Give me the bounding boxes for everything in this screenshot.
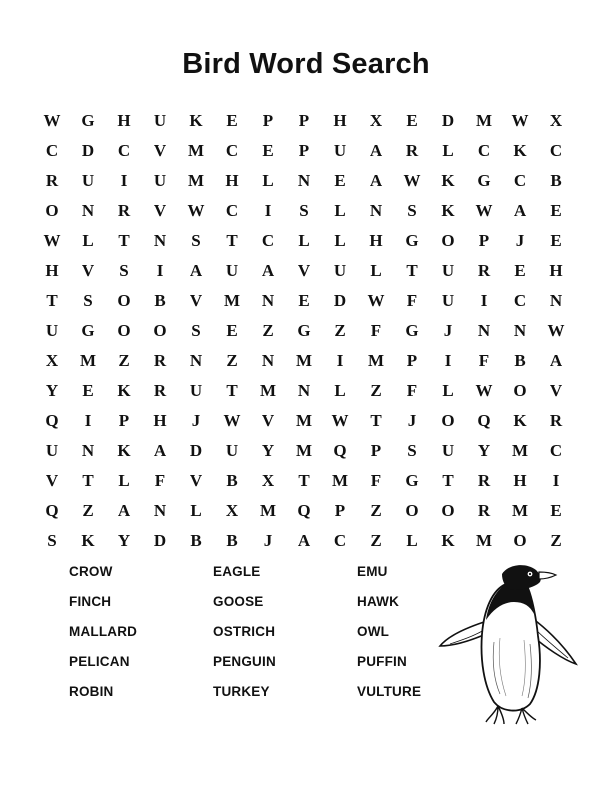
grid-letter[interactable]: Z [82, 501, 94, 520]
grid-letter[interactable]: Q [333, 441, 347, 460]
grid-letter[interactable]: H [513, 471, 527, 490]
grid-letter[interactable]: S [191, 231, 201, 250]
grid-letter[interactable]: M [223, 291, 241, 310]
grid-letter[interactable]: Q [477, 411, 491, 430]
grid-letter[interactable]: J [191, 411, 201, 430]
grid-letter[interactable]: U [45, 321, 59, 340]
grid-letter[interactable]: T [370, 411, 382, 430]
grid-letter[interactable]: P [298, 141, 310, 160]
grid-letter[interactable]: M [187, 171, 205, 190]
grid-letter[interactable]: M [295, 441, 313, 460]
grid-letter[interactable]: V [153, 141, 167, 160]
grid-letter[interactable]: V [297, 261, 311, 280]
grid-letter[interactable]: L [298, 231, 310, 250]
grid-letter[interactable]: T [82, 471, 94, 490]
grid-letter[interactable]: N [369, 201, 383, 220]
grid-letter[interactable]: I [156, 261, 164, 280]
grid-letter[interactable]: C [261, 231, 275, 250]
grid-letter[interactable]: U [441, 261, 455, 280]
grid-letter[interactable]: N [549, 291, 563, 310]
grid-letter[interactable]: F [370, 471, 382, 490]
grid-letter[interactable]: F [154, 471, 166, 490]
grid-letter[interactable]: C [225, 201, 239, 220]
grid-letter[interactable]: I [480, 291, 488, 310]
grid-letter[interactable]: V [153, 201, 167, 220]
grid-letter[interactable]: B [190, 531, 202, 550]
grid-letter[interactable]: E [334, 171, 346, 190]
grid-letter[interactable]: Z [370, 531, 382, 550]
grid-letter[interactable]: O [117, 321, 131, 340]
grid-letter[interactable]: M [367, 351, 385, 370]
grid-letter[interactable]: L [442, 381, 454, 400]
grid-letter[interactable]: M [511, 501, 529, 520]
grid-letter[interactable]: Z [118, 351, 130, 370]
grid-letter[interactable]: M [295, 411, 313, 430]
grid-letter[interactable]: M [475, 111, 493, 130]
grid-letter[interactable]: N [477, 321, 491, 340]
grid-letter[interactable]: X [369, 111, 383, 130]
grid-letter[interactable]: U [333, 261, 347, 280]
grid-letter[interactable]: N [153, 231, 167, 250]
grid-letter[interactable]: T [226, 381, 238, 400]
grid-letter[interactable]: I [336, 351, 344, 370]
grid-letter[interactable]: A [369, 171, 383, 190]
grid-letter[interactable]: S [191, 321, 201, 340]
grid-letter[interactable]: A [117, 501, 131, 520]
grid-letter[interactable]: R [549, 411, 563, 430]
word-list-item: EAGLE [213, 564, 261, 579]
grid-letter[interactable]: C [333, 531, 347, 550]
grid-letter[interactable]: N [153, 501, 167, 520]
grid-letter[interactable]: C [45, 141, 59, 160]
grid-letter[interactable]: U [441, 291, 455, 310]
penguin-illustration [436, 562, 586, 732]
grid-letter[interactable]: A [261, 261, 275, 280]
grid-letter[interactable]: M [259, 381, 277, 400]
grid-letter[interactable]: A [297, 531, 311, 550]
grid-letter[interactable]: U [333, 141, 347, 160]
grid-letter[interactable]: K [441, 171, 455, 190]
grid-letter[interactable]: I [84, 411, 92, 430]
grid-letter[interactable]: N [261, 291, 275, 310]
grid-letter[interactable]: I [264, 201, 272, 220]
grid-letter[interactable]: A [153, 441, 167, 460]
grid-letter[interactable]: W [223, 411, 241, 430]
grid-letter[interactable]: S [83, 291, 93, 310]
grid-letter[interactable]: L [370, 261, 382, 280]
word-list-item: PENGUIN [213, 654, 276, 669]
grid-letter[interactable]: I [552, 471, 560, 490]
grid-letter[interactable]: Z [226, 351, 238, 370]
grid-letter[interactable]: O [441, 501, 455, 520]
grid-letter[interactable]: W [187, 201, 205, 220]
grid-letter[interactable]: D [153, 531, 167, 550]
grid-letter[interactable]: Q [297, 501, 311, 520]
grid-letter[interactable]: O [45, 201, 59, 220]
grid-letter[interactable]: Z [334, 321, 346, 340]
grid-letter[interactable]: G [405, 321, 419, 340]
grid-letter[interactable]: E [406, 111, 418, 130]
grid-letter[interactable]: W [331, 411, 349, 430]
grid-letter[interactable]: U [153, 111, 167, 130]
grid-letter[interactable]: D [441, 111, 455, 130]
grid-letter[interactable]: R [477, 261, 491, 280]
grid-letter[interactable]: Z [262, 321, 274, 340]
grid-letter[interactable]: U [225, 261, 239, 280]
grid-letter[interactable]: L [334, 381, 346, 400]
grid-letter[interactable]: W [43, 231, 61, 250]
grid-letter[interactable]: U [189, 381, 203, 400]
word-list-item: EMU [357, 564, 388, 579]
grid-letter[interactable]: V [549, 381, 563, 400]
grid-letter[interactable]: E [262, 141, 274, 160]
grid-letter[interactable]: W [475, 201, 493, 220]
grid-letter[interactable]: S [407, 201, 417, 220]
grid-letter[interactable]: U [153, 171, 167, 190]
grid-letter[interactable]: O [153, 321, 167, 340]
grid-letter[interactable]: E [298, 291, 310, 310]
grid-letter[interactable]: D [81, 141, 95, 160]
grid-letter[interactable]: G [405, 231, 419, 250]
grid-letter[interactable]: N [261, 351, 275, 370]
grid-letter[interactable]: J [407, 411, 417, 430]
grid-letter[interactable]: B [514, 351, 526, 370]
grid-letter[interactable]: T [298, 471, 310, 490]
grid-letter[interactable]: L [190, 501, 202, 520]
grid-letter[interactable]: D [333, 291, 347, 310]
grid-letter[interactable]: G [477, 171, 491, 190]
letter-grid [34, 106, 574, 556]
grid-letter[interactable]: R [477, 501, 491, 520]
grid-letter[interactable]: L [118, 471, 130, 490]
word-list-item: CROW [69, 564, 113, 579]
grid-letter[interactable]: P [478, 231, 490, 250]
grid-letter[interactable]: U [225, 441, 239, 460]
grid-letter[interactable]: J [263, 531, 273, 550]
grid-letter[interactable]: A [549, 351, 563, 370]
grid-letter[interactable]: F [406, 291, 418, 310]
grid-letter[interactable]: H [369, 231, 383, 250]
grid-letter[interactable]: N [81, 441, 95, 460]
grid-letter[interactable]: O [117, 291, 131, 310]
grid-letter[interactable]: W [475, 381, 493, 400]
grid-letter[interactable]: X [45, 351, 59, 370]
grid-letter[interactable]: E [226, 111, 238, 130]
grid-letter[interactable]: T [118, 231, 130, 250]
grid-letter[interactable]: O [513, 531, 527, 550]
grid-letter[interactable]: V [261, 411, 275, 430]
grid-letter[interactable]: K [441, 531, 455, 550]
grid-letter[interactable]: V [189, 291, 203, 310]
word-list-item: VULTURE [357, 684, 422, 699]
grid-letter[interactable]: H [549, 261, 563, 280]
grid-letter[interactable]: O [441, 411, 455, 430]
grid-letter[interactable]: K [117, 381, 131, 400]
grid-letter[interactable]: M [79, 351, 97, 370]
grid-letter[interactable]: O [513, 381, 527, 400]
grid-letter[interactable]: G [297, 321, 311, 340]
grid-letter[interactable]: Q [45, 411, 59, 430]
grid-letter[interactable]: B [226, 471, 238, 490]
grid-letter[interactable]: E [550, 201, 562, 220]
grid-letter[interactable]: M [511, 441, 529, 460]
grid-letter[interactable]: C [549, 141, 563, 160]
grid-letter[interactable]: U [81, 171, 95, 190]
grid-letter[interactable]: J [515, 231, 525, 250]
grid-letter[interactable]: L [442, 141, 454, 160]
grid-letter[interactable]: L [334, 201, 346, 220]
grid-letter[interactable]: C [225, 141, 239, 160]
grid-letter[interactable]: G [81, 321, 95, 340]
grid-letter[interactable]: G [81, 111, 95, 130]
grid-letter[interactable]: R [405, 141, 419, 160]
grid-letter[interactable]: N [81, 201, 95, 220]
grid-letter[interactable]: A [189, 261, 203, 280]
grid-letter[interactable]: F [478, 351, 490, 370]
grid-letter[interactable]: T [226, 231, 238, 250]
grid-letter[interactable]: P [334, 501, 346, 520]
grid-letter[interactable]: C [477, 141, 491, 160]
grid-letter[interactable]: H [225, 171, 239, 190]
grid-letter[interactable]: G [405, 471, 419, 490]
grid-letter[interactable]: C [513, 291, 527, 310]
grid-letter[interactable]: S [119, 261, 129, 280]
grid-letter[interactable]: T [46, 291, 58, 310]
grid-letter[interactable]: E [514, 261, 526, 280]
grid-letter[interactable]: R [477, 471, 491, 490]
grid-letter[interactable]: U [441, 441, 455, 460]
grid-letter[interactable]: B [550, 171, 562, 190]
grid-letter[interactable]: P [262, 111, 274, 130]
grid-letter[interactable]: B [226, 531, 238, 550]
grid-letter[interactable]: F [406, 381, 418, 400]
grid-letter[interactable]: U [45, 441, 59, 460]
grid-letter[interactable]: O [405, 501, 419, 520]
grid-letter[interactable]: R [153, 381, 167, 400]
grid-letter[interactable]: K [81, 531, 95, 550]
grid-letter[interactable]: C [513, 171, 527, 190]
grid-letter[interactable]: J [443, 321, 453, 340]
grid-letter[interactable]: Y [261, 441, 275, 460]
grid-letter[interactable]: E [82, 381, 94, 400]
grid-letter[interactable]: E [550, 231, 562, 250]
grid-letter[interactable]: Y [477, 441, 491, 460]
grid-letter[interactable]: N [297, 171, 311, 190]
grid-letter[interactable]: B [154, 291, 166, 310]
grid-letter[interactable]: P [298, 111, 310, 130]
grid-letter[interactable]: I [444, 351, 452, 370]
word-list-item: TURKEY [213, 684, 270, 699]
grid-letter[interactable]: K [441, 201, 455, 220]
grid-letter[interactable]: V [189, 471, 203, 490]
grid-letter[interactable]: X [549, 111, 563, 130]
grid-letter[interactable]: L [82, 231, 94, 250]
grid-letter[interactable]: M [187, 141, 205, 160]
grid-letter[interactable]: L [406, 531, 418, 550]
word-list-item: OWL [357, 624, 390, 639]
grid-letter[interactable]: A [369, 141, 383, 160]
grid-letter[interactable]: S [407, 441, 417, 460]
word-list-item: FINCH [69, 594, 112, 609]
grid-letter[interactable]: P [118, 411, 130, 430]
grid-letter[interactable]: W [43, 111, 61, 130]
grid-letter[interactable]: K [513, 141, 527, 160]
grid-letter[interactable]: H [117, 111, 131, 130]
grid-letter[interactable]: E [550, 501, 562, 520]
grid-letter[interactable]: L [334, 231, 346, 250]
grid-letter[interactable]: V [81, 261, 95, 280]
grid-letter[interactable]: F [370, 321, 382, 340]
grid-letter[interactable]: R [117, 201, 131, 220]
grid-letter[interactable]: V [45, 471, 59, 490]
grid-letter[interactable]: D [189, 441, 203, 460]
grid-letter[interactable]: R [153, 351, 167, 370]
grid-letter[interactable]: M [295, 351, 313, 370]
word-list-item: ROBIN [69, 684, 114, 699]
grid-letter[interactable]: W [403, 171, 421, 190]
grid-letter[interactable]: W [511, 111, 529, 130]
grid-letter[interactable]: T [406, 261, 418, 280]
grid-letter[interactable]: Y [117, 531, 131, 550]
grid-letter[interactable]: M [331, 471, 349, 490]
grid-letter[interactable]: S [299, 201, 309, 220]
grid-letter[interactable]: I [120, 171, 128, 190]
word-list-item: OSTRICH [213, 624, 276, 639]
grid-letter[interactable]: H [45, 261, 59, 280]
grid-letter[interactable]: N [513, 321, 527, 340]
grid-letter[interactable]: W [367, 291, 385, 310]
grid-letter[interactable]: Z [370, 381, 382, 400]
grid-letter[interactable]: K [189, 111, 203, 130]
page-title: Bird Word Search [182, 48, 430, 80]
grid-letter[interactable]: M [475, 531, 493, 550]
grid-letter[interactable]: Y [45, 381, 59, 400]
grid-letter[interactable]: P [406, 351, 418, 370]
grid-letter[interactable]: S [47, 531, 57, 550]
grid-letter[interactable]: K [117, 441, 131, 460]
word-list-item: HAWK [357, 594, 400, 609]
grid-letter[interactable]: R [45, 171, 59, 190]
grid-letter[interactable]: C [117, 141, 131, 160]
grid-letter[interactable]: E [226, 321, 238, 340]
grid-letter[interactable]: K [513, 411, 527, 430]
grid-letter[interactable]: M [259, 501, 277, 520]
word-list-item: MALLARD [69, 624, 138, 639]
grid-letter[interactable]: Z [370, 501, 382, 520]
grid-letter[interactable]: N [189, 351, 203, 370]
grid-letter[interactable]: Q [45, 501, 59, 520]
grid-letter[interactable]: Z [550, 531, 562, 550]
word-list-item: GOOSE [213, 594, 264, 609]
grid-letter[interactable]: A [513, 201, 527, 220]
grid-letter[interactable]: O [441, 231, 455, 250]
grid-letter[interactable]: W [547, 321, 565, 340]
grid-letter[interactable]: X [225, 501, 239, 520]
grid-letter[interactable]: T [442, 471, 454, 490]
grid-letter[interactable]: P [370, 441, 382, 460]
grid-letter[interactable]: C [549, 441, 563, 460]
grid-letter[interactable]: N [297, 381, 311, 400]
grid-letter[interactable]: H [333, 111, 347, 130]
grid-letter[interactable]: H [153, 411, 167, 430]
grid-letter[interactable]: L [262, 171, 274, 190]
word-list-item: PELICAN [69, 654, 130, 669]
word-list-item: PUFFIN [357, 654, 407, 669]
grid-letter[interactable]: X [261, 471, 275, 490]
